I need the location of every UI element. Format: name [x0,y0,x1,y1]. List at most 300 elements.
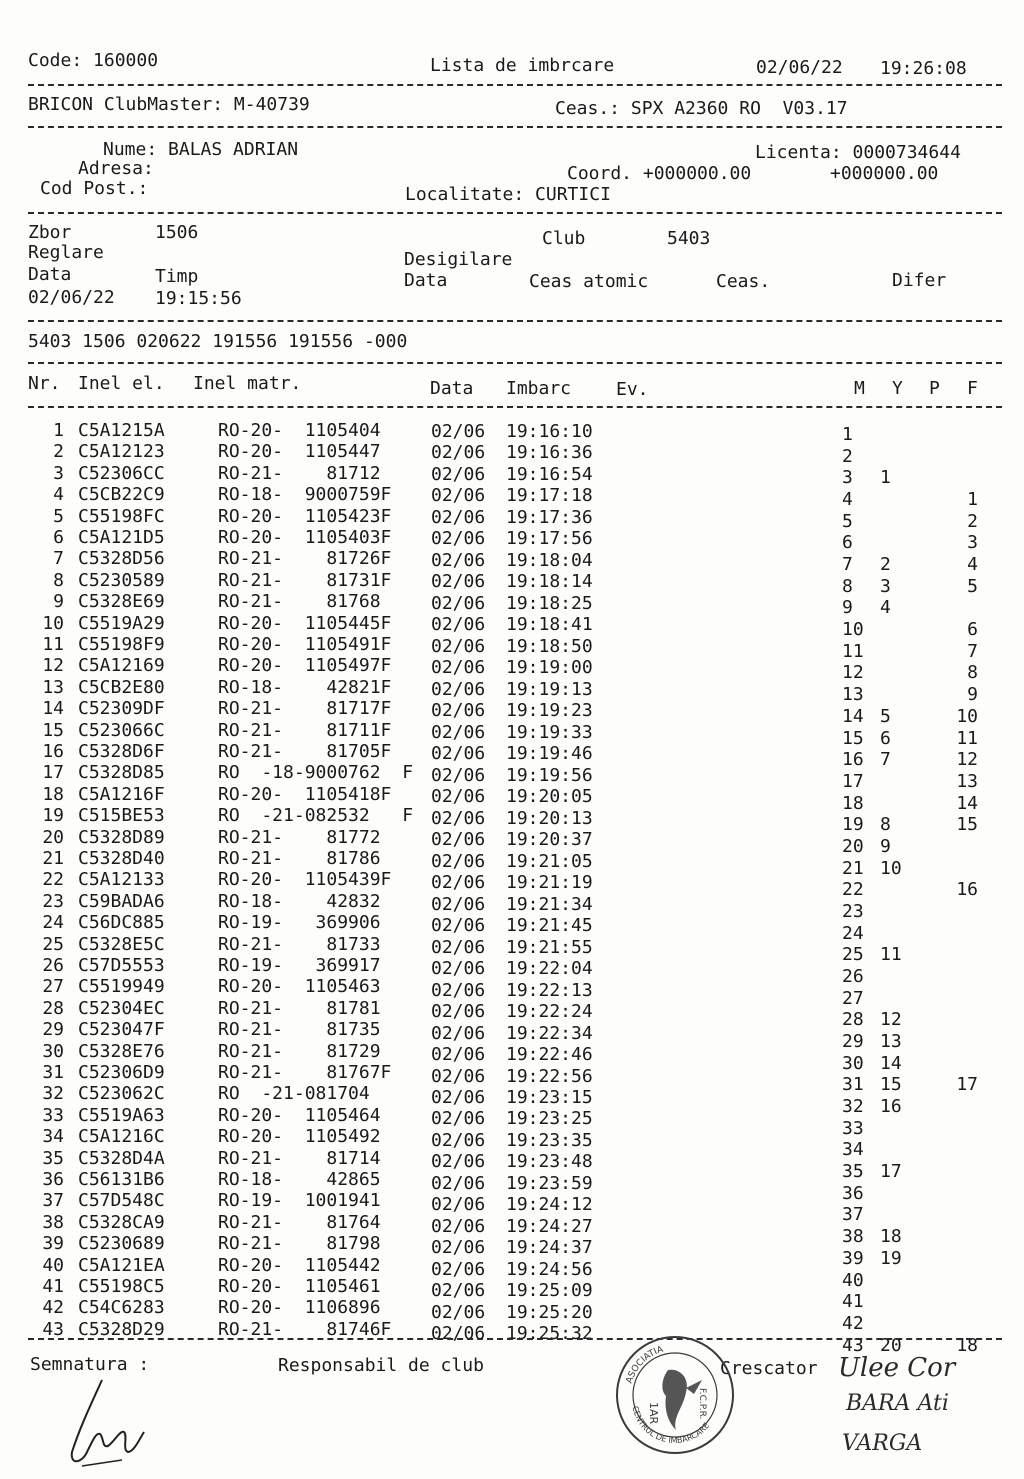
row-inel-matr: RO-21- 81729 [218,1040,392,1062]
divider [28,406,1002,408]
row-nr: 22 [42,869,64,891]
row-time: 19:24:37 [506,1237,593,1259]
row-m: 33 [842,1117,864,1139]
row-nr: 21 [42,848,64,869]
row-time: 19:25:20 [506,1301,593,1323]
row-time: 19:21:19 [506,872,593,894]
table-row [0,420,1024,445]
row-y: 4 [880,597,891,619]
row-nr: 43 [42,1318,64,1340]
row-time: 19:16:36 [506,442,593,464]
reglare-time-label: Timp [155,266,199,287]
row-date: 02/06 [431,1172,486,1194]
row-inel-matr: RO -21-082532 F [218,805,414,827]
row-inel-el: C5328E69 [78,591,165,613]
row-date: 02/06 [431,442,486,464]
reglare-date: 02/06/22 [28,287,115,308]
row-date: 02/06 [431,1065,486,1087]
locality: Localitate: CURTICI [405,184,611,205]
row-nr: 14 [42,698,64,720]
col-header-y: Y [892,378,903,399]
row-inel-el: C55198FC [78,505,165,527]
table-row [0,612,1024,641]
row-m: 3 [842,467,853,489]
row-date: 02/06 [431,1301,486,1323]
row-inel-matr: RO-21- 81726F [218,548,392,570]
row-date: 02/06 [431,1215,486,1237]
row-m: 32 [842,1096,864,1118]
table-row [0,569,1024,597]
row-inel-matr: RO-18- 42865 [218,1169,392,1190]
row-m: 39 [842,1247,864,1269]
row-nr: 12 [42,655,64,677]
row-y: 19 [880,1247,902,1269]
divider [28,320,1002,322]
row-date: 02/06 [431,915,486,937]
row-nr: 20 [42,826,64,848]
row-f: 16 [956,879,978,901]
row-nr: 9 [53,591,64,613]
row-time: 19:18:04 [506,549,593,571]
owner-address-label: Adresa: [78,158,154,179]
owner-name: Nume: BALAS ADRIAN [103,139,299,160]
atomic-clock-label: Ceas atomic [529,271,649,292]
row-f: 3 [967,532,978,554]
row-m: 34 [842,1139,864,1161]
row-m: 12 [842,662,864,684]
row-inel-matr: RO-20- 1105463 [218,976,392,998]
row-m: 29 [842,1031,864,1053]
row-inel-matr: RO-20- 1106896 [218,1297,392,1319]
row-time: 19:16:10 [506,421,593,442]
row-m: 19 [842,814,864,836]
row-time: 19:18:14 [506,571,593,593]
breeder-label: Crescator [720,1358,818,1379]
row-inel-el: C56DC885 [78,912,165,934]
table-row [0,548,1024,576]
row-time: 19:22:46 [506,1044,593,1066]
row-date: 02/06 [431,678,486,700]
row-nr: 19 [42,805,64,827]
handwritten-line-1: Ulee Cor [838,1353,956,1383]
row-date: 02/06 [431,786,486,808]
row-inel-matr: RO-19- 1001941 [218,1190,392,1212]
row-y: 15 [880,1074,902,1096]
row-m: 7 [842,554,853,576]
row-y: 1 [880,467,891,489]
row-m: 11 [842,640,864,662]
row-m: 31 [842,1074,864,1096]
row-date: 02/06 [431,1323,486,1345]
row-date: 02/06 [431,614,486,636]
row-date: 02/06 [431,936,486,958]
row-time: 19:19:33 [506,721,593,743]
row-nr: 37 [42,1190,64,1212]
row-m: 37 [842,1204,864,1226]
row-m: 27 [842,987,864,1009]
row-nr: 3 [53,462,64,484]
row-date: 02/06 [431,571,486,593]
row-f: 10 [956,705,978,727]
table-row [0,484,1024,511]
table-row [0,848,1024,879]
divider [28,84,1002,86]
col-header-inel-matr: Inel matr. [193,373,302,394]
row-time: 19:22:13 [506,979,593,1001]
club-number: 5403 [667,228,711,249]
table-row [0,441,1024,467]
stamp-top-text: ASOCIATIA [624,1344,665,1385]
stamp-side-text: F.C.P.R. [697,1388,707,1420]
row-inel-matr: RO-21- 81711F [218,719,392,741]
row-inel-matr: RO-18- 9000759F [218,484,392,506]
row-inel-matr: RO-20- 1105461 [218,1276,392,1297]
row-inel-el: C5328CA9 [78,1211,165,1233]
row-time: 19:17:56 [506,528,593,550]
divider [28,1338,1002,1340]
row-inel-el: C5A121D5 [78,527,165,548]
row-f: 5 [967,575,978,597]
flight-number: 1506 [155,222,199,243]
row-m: 42 [842,1312,864,1334]
row-nr: 30 [42,1040,64,1062]
svg-text:ASOCIATIA [625,1344,666,1384]
row-f: 7 [967,640,978,662]
stamp-center-text: 1AR [647,1402,660,1425]
row-date: 02/06 [431,1044,486,1066]
row-inel-el: C55198C5 [78,1276,165,1297]
flight-summary: 5403 1506 020622 191556 191556 -000 [28,331,408,352]
row-nr: 2 [53,441,64,463]
row-inel-el: C5328D89 [78,826,165,848]
row-m: 17 [842,770,864,792]
row-m: 26 [842,966,864,987]
row-date: 02/06 [431,1280,486,1302]
row-m: 4 [842,489,853,511]
row-y: 5 [880,705,891,727]
row-date: 02/06 [431,528,486,550]
row-m: 41 [842,1291,864,1313]
row-inel-el: C5328D4A [78,1147,165,1169]
divider [28,126,1002,128]
row-nr: 35 [42,1147,64,1169]
row-time: 19:20:13 [506,807,593,829]
row-nr: 13 [42,676,64,698]
row-f: 1 [967,489,978,511]
row-m: 8 [842,575,853,597]
club-label: Club [542,228,586,249]
table-row [0,826,1024,857]
row-inel-el: C515BE53 [78,805,165,827]
row-inel-el: C56131B6 [78,1169,165,1190]
table-row [0,805,1024,836]
row-inel-matr: RO-21- 81714 [218,1147,392,1169]
club-stamp [610,1330,740,1460]
ceas-label: Ceas.: SPX A2360 RO V03.17 [555,98,848,119]
row-nr: 24 [42,912,64,934]
row-time: 19:22:34 [506,1022,593,1044]
row-nr: 36 [42,1169,64,1190]
row-time: 19:22:56 [506,1065,593,1087]
row-inel-matr: RO -18-9000762 F [218,762,414,784]
row-inel-el: C5519A63 [78,1104,165,1126]
row-inel-matr: RO-20- 1105423F [218,505,392,527]
row-inel-el: C5328E5C [78,933,165,955]
row-inel-matr: RO-21- 81731F [218,569,392,591]
row-inel-el: C523047F [78,1019,165,1041]
row-inel-el: C5A12169 [78,655,165,677]
row-f: 13 [956,770,978,792]
row-inel-el: C57D5553 [78,955,165,976]
table-row [0,462,1024,489]
row-f: 9 [967,684,978,706]
row-f: 6 [967,619,978,641]
row-m: 22 [842,879,864,901]
row-inel-matr: RO-21- 81798 [218,1233,392,1255]
row-date: 02/06 [431,764,486,786]
club-responsible-label: Responsabil de club [278,1355,484,1376]
row-inel-matr: RO-21- 81781 [218,997,392,1019]
row-y: 3 [880,575,891,597]
row-nr: 11 [42,634,64,655]
row-date: 02/06 [431,1258,486,1280]
row-nr: 32 [42,1083,64,1105]
row-nr: 17 [42,762,64,784]
row-inel-matr: RO-20- 1105464 [218,1104,392,1126]
row-date: 02/06 [431,592,486,614]
row-inel-el: C5519A29 [78,612,165,634]
row-date: 02/06 [431,850,486,872]
row-inel-matr: RO-21- 81735 [218,1019,392,1041]
row-nr: 31 [42,1062,64,1083]
row-date: 02/06 [431,506,486,528]
row-inel-el: C5A1216F [78,783,165,805]
stamp-bottom-text: CENTRUL DE IMBARCARE [630,1405,712,1446]
row-nr: 10 [42,612,64,634]
row-time: 19:22:04 [506,958,593,980]
clubmaster-label: BRICON ClubMaster: M-40739 [28,94,310,115]
row-inel-matr: RO-21- 81733 [218,933,392,955]
row-inel-matr: RO-21- 81764 [218,1211,392,1233]
row-y: 18 [880,1226,902,1248]
difference-label: Difer [892,270,947,291]
handwritten-line-2: BARA Ati [846,1391,949,1416]
row-date: 02/06 [431,635,486,657]
row-f: 2 [967,510,978,532]
row-time: 19:24:56 [506,1258,593,1280]
row-inel-matr: RO-20- 1105492 [218,1126,392,1148]
row-date: 02/06 [431,743,486,765]
row-inel-matr: RO-20- 1105445F [218,612,392,634]
row-date: 02/06 [431,893,486,915]
licence-number: Licenta: 0000734644 [755,142,961,163]
row-inel-matr: RO-21- 81717F [218,698,392,720]
col-header-imbarc: Imbarc [506,378,572,399]
row-inel-el: C523066C [78,719,165,741]
row-inel-el: C57D548C [78,1190,165,1212]
row-m: 13 [842,684,864,706]
row-m: 28 [842,1009,864,1031]
row-y: 14 [880,1052,902,1074]
reglare-time: 19:15:56 [155,288,242,309]
row-nr: 33 [42,1104,64,1126]
row-inel-el: C52306CC [78,462,165,484]
desigilare-label: Desigilare [404,249,513,270]
row-y: 13 [880,1031,902,1053]
table-row [0,527,1024,554]
row-y: 7 [880,749,891,771]
row-date: 02/06 [431,700,486,722]
row-nr: 7 [53,548,64,570]
row-time: 19:21:45 [506,915,593,937]
row-time: 19:19:00 [506,657,593,679]
row-inel-matr: RO-18- 42821F [218,676,392,698]
reglare-data-label: Data [28,264,72,285]
row-time: 19:25:09 [506,1280,593,1302]
row-time: 19:18:50 [506,635,593,657]
row-inel-matr: RO-21- 81767F [218,1062,392,1083]
row-nr: 6 [53,527,64,548]
row-inel-el: C5A12133 [78,869,165,891]
desigilare-data-label: Data [404,270,448,291]
row-date: 02/06 [431,421,486,442]
row-m: 16 [842,749,864,771]
row-date: 02/06 [431,1022,486,1044]
table-row [0,591,1024,619]
row-time: 19:24:12 [506,1194,593,1216]
row-date: 02/06 [431,1151,486,1173]
flight-label: Zbor [28,222,72,243]
row-nr: 18 [42,783,64,805]
row-m: 43 [842,1334,864,1356]
row-inel-matr: RO-21- 81705F [218,741,392,762]
row-time: 19:21:34 [506,893,593,915]
row-inel-el: C5A1216C [78,1126,165,1148]
row-m: 18 [842,792,864,814]
divider [28,362,1002,364]
row-m: 9 [842,597,853,619]
row-inel-matr: RO-18- 42832 [218,890,392,912]
owner-postcode-label: Cod Post.: [40,178,149,199]
row-time: 19:19:23 [506,700,593,722]
row-date: 02/06 [431,872,486,894]
row-y: 17 [880,1161,902,1183]
row-date: 02/06 [431,829,486,851]
row-m: 20 [842,835,864,857]
row-date: 02/06 [431,1129,486,1151]
handwritten-line-3: VARGA [842,1431,923,1456]
print-time: 19:26:08 [880,58,967,79]
row-nr: 41 [42,1276,64,1297]
table-row [0,783,1024,814]
row-inel-el: C54C6283 [78,1297,165,1319]
row-time: 19:20:05 [506,786,593,808]
row-nr: 8 [53,569,64,591]
row-nr: 25 [42,933,64,955]
row-time: 19:25:32 [506,1323,593,1345]
row-f: 14 [956,792,978,814]
coordinates-label: Coord. +000000.00 [567,163,752,184]
row-inel-el: C5328D29 [78,1318,165,1340]
row-m: 24 [842,922,864,944]
row-nr: 27 [42,976,64,998]
row-inel-el: C5A121EA [78,1254,165,1276]
row-date: 02/06 [431,1001,486,1023]
row-inel-matr: RO-20- 1105418F [218,783,392,805]
clock-label: Ceas. [716,271,771,292]
row-f: 17 [956,1074,978,1096]
col-header-m: M [854,378,865,399]
row-inel-el: C52309DF [78,698,165,720]
row-inel-el: C5CB22C9 [78,484,165,506]
row-date: 02/06 [431,721,486,743]
row-inel-el: C5A12123 [78,441,165,463]
row-time: 19:23:15 [506,1086,593,1108]
col-header-nr: Nr. [28,373,61,394]
row-m: 2 [842,445,853,467]
row-inel-matr: RO-20- 1105442 [218,1254,392,1276]
row-inel-el: C5328D40 [78,848,165,869]
row-time: 19:20:37 [506,829,593,851]
code-label: Code: 160000 [28,50,159,71]
row-y: 20 [880,1334,902,1356]
row-inel-matr: RO-21- 81768 [218,591,392,613]
signature-label: Semnatura : [30,1354,150,1375]
row-date: 02/06 [431,657,486,679]
row-m: 6 [842,532,853,554]
row-inel-el: C5519949 [78,976,165,998]
col-header-p: P [929,378,940,399]
row-time: 19:17:36 [506,506,593,528]
row-time: 19:23:48 [506,1151,593,1173]
row-inel-matr: RO-20- 1105447 [218,441,392,463]
table-row [0,655,1024,684]
print-date: 02/06/22 [756,57,843,78]
row-inel-matr: RO-21- 81712 [218,462,392,484]
row-time: 19:21:55 [506,936,593,958]
row-m: 15 [842,727,864,749]
row-y: 11 [880,944,902,966]
row-nr: 16 [42,741,64,762]
table-row [0,741,1024,771]
row-nr: 1 [53,420,64,441]
row-m: 40 [842,1269,864,1291]
row-date: 02/06 [431,463,486,485]
handwritten-signature [62,1372,162,1472]
row-nr: 38 [42,1211,64,1233]
row-m: 30 [842,1052,864,1074]
row-inel-matr: RO-20- 1105403F [218,527,392,548]
col-header-ev: Ev. [616,379,649,400]
row-inel-el: C5328D6F [78,741,165,762]
row-date: 02/06 [431,1194,486,1216]
col-header-f: F [967,378,978,399]
row-nr: 34 [42,1126,64,1148]
row-date: 02/06 [431,1237,486,1259]
row-f: 8 [967,662,978,684]
row-y: 8 [880,814,891,836]
row-date: 02/06 [431,485,486,507]
row-inel-el: C5A1215A [78,420,165,441]
row-inel-el: C55198F9 [78,634,165,655]
row-y: 10 [880,857,902,879]
row-nr: 42 [42,1297,64,1319]
row-m: 1 [842,424,853,445]
row-date: 02/06 [431,1108,486,1130]
row-nr: 5 [53,505,64,527]
row-inel-matr: RO-20- 1105404 [218,420,392,441]
row-inel-matr: RO -21-081704 [218,1083,392,1105]
